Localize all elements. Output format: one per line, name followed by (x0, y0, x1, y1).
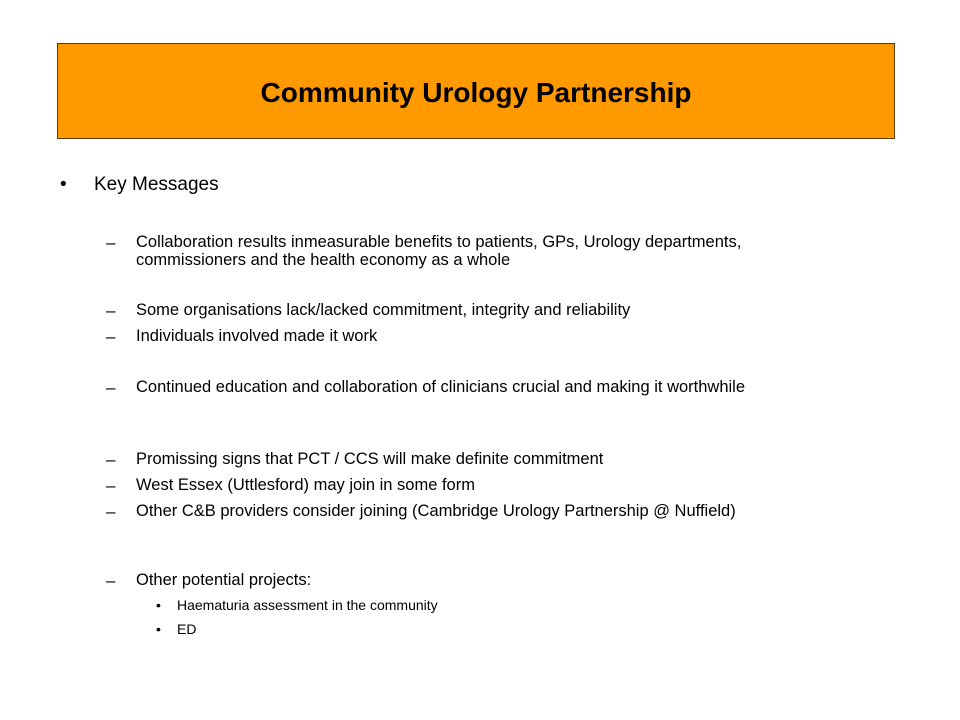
list-item-text: Promissing signs that PCT / CCS will make definite commitment (136, 450, 604, 468)
dash-icon: – (106, 327, 116, 346)
sub-list-item (156, 596, 438, 614)
list-item (106, 476, 836, 495)
bullet-icon: • (156, 621, 161, 637)
list-item-text: West Essex (Uttlesford) may join in some form (136, 476, 475, 494)
heading-row (60, 174, 219, 196)
dash-icon: – (106, 502, 116, 521)
list-item (106, 301, 836, 320)
list-item-text: Other C&B providers consider joining (Cambridge Urology Partnership @ Nuffield) (136, 502, 736, 520)
dash-icon: – (106, 233, 116, 252)
slide-title: Community Urology Partnership (260, 77, 692, 108)
list-item (106, 450, 836, 469)
list-item-text: Other potential projects: (136, 571, 312, 589)
list-item (106, 233, 836, 269)
list-item (106, 378, 836, 397)
list-item (106, 327, 836, 346)
dash-icon: – (106, 378, 116, 397)
dash-icon: – (106, 301, 116, 320)
dash-icon: – (106, 571, 116, 590)
dash-icon: – (106, 450, 116, 469)
sub-list-item-text: Haematuria assessment in the community (177, 597, 438, 613)
list-item-text: Continued education and collaboration of clinicians crucial and making it worthwhile (136, 378, 746, 396)
bullet-icon: • (156, 597, 161, 613)
heading-key-messages: Key Messages (94, 174, 219, 195)
list-item (106, 571, 836, 590)
sub-list-item-text: ED (177, 621, 197, 637)
list-item-text: Individuals involved made it work (136, 327, 378, 345)
list-item-text: Collaboration results inmeasurable benefits to patients, GPs, Urology departments, commissioners and the health economy as a whole (136, 233, 742, 269)
list-item (106, 502, 836, 521)
sub-list-item (156, 620, 196, 638)
list-item-text: Some organisations lack/lacked commitment, integrity and reliability (136, 301, 631, 319)
bullet-icon: • (60, 174, 67, 195)
dash-icon: – (106, 476, 116, 495)
